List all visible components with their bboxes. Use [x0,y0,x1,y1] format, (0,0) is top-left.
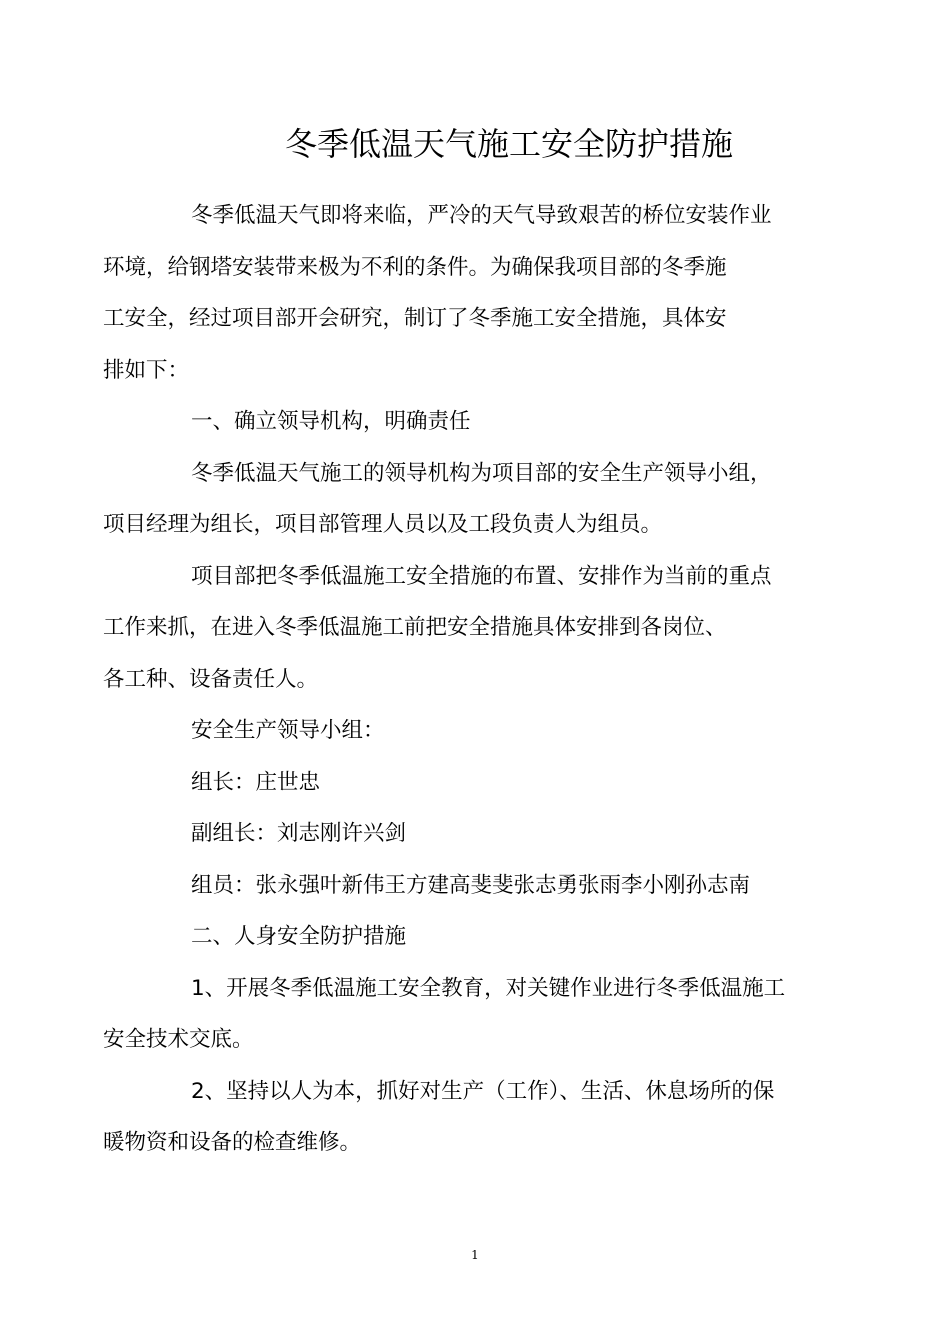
paragraph-deputy-leader [147,808,811,860]
paragraph-intro [103,190,811,396]
paragraph-item-2 [103,1066,811,1169]
text-line: 环境，给钢塔安装带来极为不利的条件。为确保我项目部的冬季施 [103,254,727,280]
text-line: 组员：张永强叶新伟王方建高斐斐张志勇张雨李小刚孙志南 [191,872,751,898]
paragraph-leader [147,757,811,809]
text-line: 排如下： [103,357,190,383]
text-line: 一、确立领导机构，明确责任 [191,409,471,434]
text-line: 项目经理为组长，项目部管理人员以及工段负责人为组员。 [103,512,663,537]
document-body [103,190,811,1169]
text-line: 工作来抓，在进入冬季低温施工前把安全措施具体安排到各岗位、 [103,615,727,640]
text-line: 副组长：刘志刚许兴剑 [191,821,407,846]
paragraph-group-heading [147,705,811,757]
text-line: 1、开展冬季低温施工安全教育，对关键作业进行冬季低温施工 [191,975,786,1001]
text-line: 各工种、设备责任人。 [103,666,319,692]
page-number: 1 [471,1248,479,1262]
text-line: 安全技术交底。 [103,1027,254,1052]
document-title: 冬季低温天气施工安全防护措施 [284,125,733,163]
text-line: 工安全，经过项目部开会研究，制订了冬季施工安全措施，具体安 [103,306,727,331]
text-line: 冬季低温天气施工的领导机构为项目部的安全生产领导小组， [191,460,772,486]
paragraph-arrangement [103,551,811,706]
text-line: 安全生产领导小组： [191,718,385,743]
text-line: 组长：庄世忠 [191,769,321,795]
text-line: 项目部把冬季低温施工安全措施的布置、安排作为当前的重点 [191,563,772,589]
section-heading-2 [147,911,811,963]
text-line: 暖物资和设备的检查维修。 [103,1130,362,1155]
text-line: 冬季低温天气即将来临，严冷的天气导致艰苦的桥位安装作业 [191,203,772,228]
paragraph-members [147,860,811,912]
text-line: 二、人身安全防护措施 [191,924,407,949]
text-line: 2、坚持以人为本，抓好对生产（工作）、生活、休息场所的保 [191,1078,775,1104]
paragraph-item-1 [103,963,811,1066]
paragraph-leadership [103,448,811,551]
section-heading-1 [147,396,811,448]
